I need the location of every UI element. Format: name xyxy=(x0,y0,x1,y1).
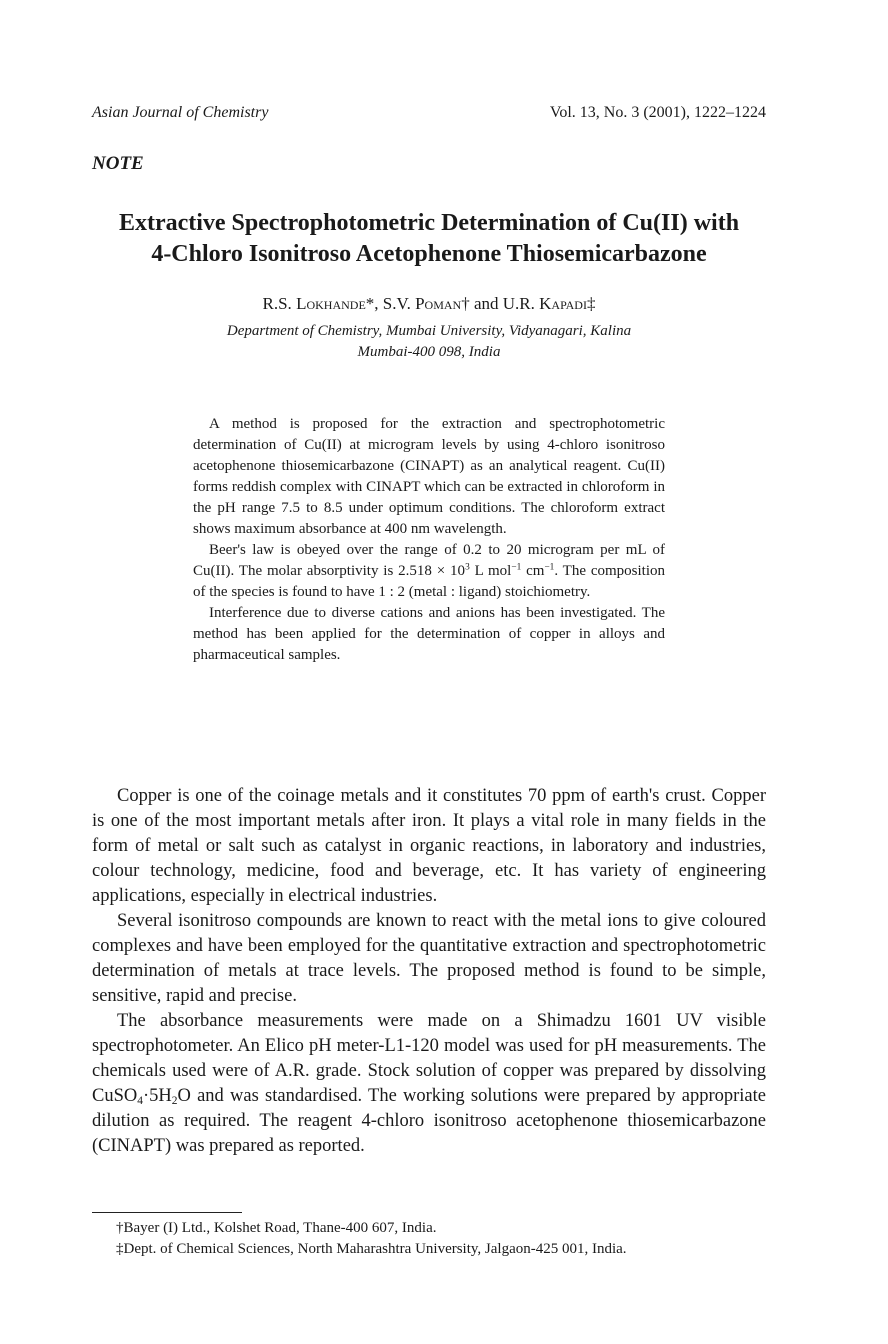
footnote-divider xyxy=(92,1212,242,1213)
author-1-mark: *, xyxy=(365,294,383,313)
body-p3-text-b: ·5H xyxy=(142,1086,172,1106)
affiliation xyxy=(92,321,766,363)
footnote-1: †Bayer (I) Ltd., Kolshet Road, Thane-400 607, India. xyxy=(116,1220,437,1236)
footnotes xyxy=(92,1218,766,1260)
main-body xyxy=(92,784,766,1159)
affiliation-line-1: Department of Chemistry, Mumbai University, Vidyanagari, Kalina xyxy=(226,323,632,339)
author-list xyxy=(92,294,766,314)
cm-exponent: −1 xyxy=(544,562,555,573)
author-3-mark: ‡ xyxy=(586,294,596,313)
title-line-2: 4-Chloro Isonitroso Acetophenone Thiosemicarbazone xyxy=(151,241,707,267)
author-3-initials: U.R. xyxy=(502,294,540,313)
water-subscript: 2 xyxy=(171,1094,178,1107)
mol-exponent: −1 xyxy=(511,562,522,573)
article-title xyxy=(92,208,766,270)
author-1-initials: R.S. xyxy=(262,294,297,313)
abstract-paragraph-2 xyxy=(193,540,665,603)
absorptivity-exponent: 3 xyxy=(465,562,470,573)
author-1-surname: Lokhande xyxy=(296,294,366,313)
title-line-1: Extractive Spectrophotometric Determination of Cu(II) with xyxy=(118,210,740,236)
footnote-2: ‡Dept. of Chemical Sciences, North Maharashtra University, Jalgaon-425 001, India. xyxy=(116,1241,627,1257)
section-label: NOTE xyxy=(92,153,144,174)
author-2-surname: Poman xyxy=(415,294,462,313)
journal-name: Asian Journal of Chemistry xyxy=(92,104,269,121)
abstract xyxy=(193,414,665,666)
author-3-surname: Kapadi xyxy=(539,294,587,313)
abstract-p2-text-b: L mol xyxy=(469,563,512,579)
abstract-p2-text-a: Beer's law is obeyed over the range of 0.2 to 20 microgram per mL of Cu(II). The molar absorptivity is 2.518 × 10 xyxy=(193,542,665,579)
body-paragraph-1: Copper is one of the coinage metals and it constitutes 70 ppm of earth's crust. Copper is one of the most important metals after iron. It plays a vital role in many fields in the form of metal or salt such as catalyst in organic reactions, in laboratory and industries, colour technology, medicine, food and beverage, etc. It has variety of engineering applications, especially in electrical industries. xyxy=(92,786,766,906)
abstract-paragraph-1: A method is proposed for the extraction and spectrophotometric determination of Cu(II) at microgram levels by using 4-chloro isonitroso acetophenone thiosemicarbazone (CINAPT) as an analytical reagent. Cu(II) forms reddish complex with CINAPT which can be extracted in chloroform in the pH range 7.5 to 8.5 under optimum conditions. The chloroform extract shows maximum absorbance at 400 nm wavelength. xyxy=(193,416,665,537)
abstract-paragraph-3: Interference due to diverse cations and anions has been investigated. The method has been applied for the determination of copper in alloys and pharmaceutical samples. xyxy=(193,605,665,663)
volume-info: Vol. 13, No. 3 (2001), 1222–1224 xyxy=(549,104,766,121)
body-p3-text-a: The absorbance measurements were made on a Shimadzu 1601 UV visible spectrophotometer. An Elico pH meter-L1-120 model was used for pH measurements. The chemicals used were of A.R. grade. Stock solution of copper was prepared by dissolving CuSO xyxy=(92,1011,766,1106)
sulfate-subscript: 4 xyxy=(137,1094,143,1107)
affiliation-line-2: Mumbai-400 098, India xyxy=(357,344,501,360)
abstract-p2-text-d: . The composition of the species is found to have 1 : 2 (metal : ligand) stoichiometry. xyxy=(193,563,665,600)
author-2-mark: † and xyxy=(461,294,503,313)
author-2-initials: S.V. xyxy=(382,294,416,313)
body-p3-text-c: O and was standardised. The working solutions were prepared by appropriate dilution as required. The reagent 4-chloro isonitroso acetophenone thiosemicarbazone (CINAPT) was prepared as reported. xyxy=(92,1086,766,1156)
body-paragraph-3 xyxy=(92,1009,766,1159)
abstract-p2-text-c: cm xyxy=(521,563,545,579)
body-paragraph-2: Several isonitroso compounds are known to react with the metal ions to give coloured complexes and have been employed for the quantitative extraction and spectrophotometric determination of metals at trace levels. The proposed method is found to be simple, sensitive, rapid and precise. xyxy=(92,911,766,1006)
